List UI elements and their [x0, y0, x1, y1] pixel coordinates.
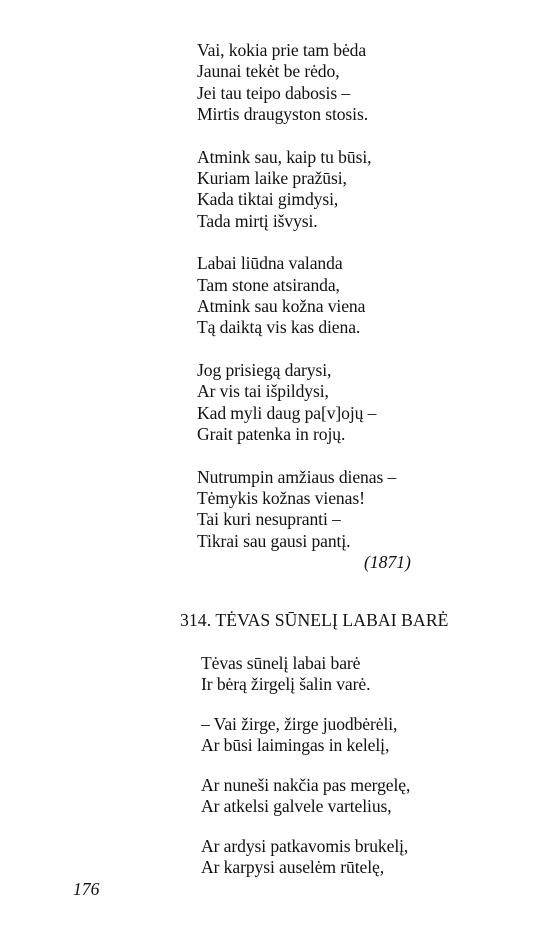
verse-line: Kuriam laike pražūsi,	[197, 168, 347, 189]
song-poem	[201, 653, 521, 897]
stanza	[197, 360, 527, 446]
stanza	[197, 40, 527, 126]
verse-line: Ar karpysi auselėm rūtelę,	[201, 857, 385, 877]
verse-line: Grait patenka in rojų.	[197, 424, 346, 445]
stanza	[197, 467, 527, 553]
verse-line: Jog prisiegą darysi,	[197, 359, 332, 380]
song-title: 314. TĖVAS SŪNELĮ LABAI BARĖ	[180, 610, 449, 630]
verse-line: Ar būsi laimingas in kelelį,	[201, 735, 390, 755]
verse-line: Ar nuneši nakčia pas mergelę,	[201, 775, 411, 795]
verse-line: Tėmykis kožnas vienas!	[197, 487, 365, 508]
verse-line: Tikrai sau gausi pantį.	[197, 530, 351, 551]
verse-line: Jei tau teipo dabosis –	[197, 82, 351, 103]
verse-line: Kad myli daug pa[v]ojų –	[197, 402, 377, 423]
stanza	[201, 653, 521, 695]
verse-line: Tam stone atsiranda,	[197, 274, 340, 295]
verse-line: Tėvas sūnelį labai barė	[201, 653, 361, 673]
verse-line: Ar atkelsi galvele vartelius,	[201, 796, 392, 816]
verse-line: Vai, kokia prie tam bėda	[197, 40, 367, 60]
verse-line: Tada mirtį išvysi.	[197, 210, 318, 231]
stanza	[197, 147, 527, 233]
verse-line: Jaunai tekėt be rėdo,	[197, 61, 340, 82]
continued-poem	[197, 40, 527, 573]
verse-line: Ir bėrą žirgelį šalin varė.	[201, 674, 371, 694]
verse-line: Tai kuri nesupranti –	[197, 509, 341, 530]
stanza	[201, 714, 521, 756]
verse-line: Labai liūdna valanda	[197, 253, 343, 274]
verse-line: – Vai žirge, žirge juodbėrėli,	[201, 714, 398, 734]
verse-line: Atmink sau, kaip tu būsi,	[197, 146, 372, 167]
page-number: 176	[73, 879, 100, 899]
stanza	[201, 775, 521, 817]
poem-date: (1871)	[364, 552, 411, 572]
stanza	[201, 836, 521, 878]
verse-line: Atmink sau kožna viena	[197, 296, 366, 317]
verse-line: Ar vis tai išpildysi,	[197, 381, 329, 402]
verse-line: Nutrumpin amžiaus dienas –	[197, 466, 397, 487]
verse-line: Tą daiktą vis kas diena.	[197, 317, 361, 338]
verse-line: Ar ardysi patkavomis brukelį,	[201, 836, 409, 856]
verse-line: Kada tiktai gimdysi,	[197, 189, 339, 210]
stanza	[197, 253, 527, 339]
verse-line: Mirtis draugyston stosis.	[197, 104, 369, 125]
